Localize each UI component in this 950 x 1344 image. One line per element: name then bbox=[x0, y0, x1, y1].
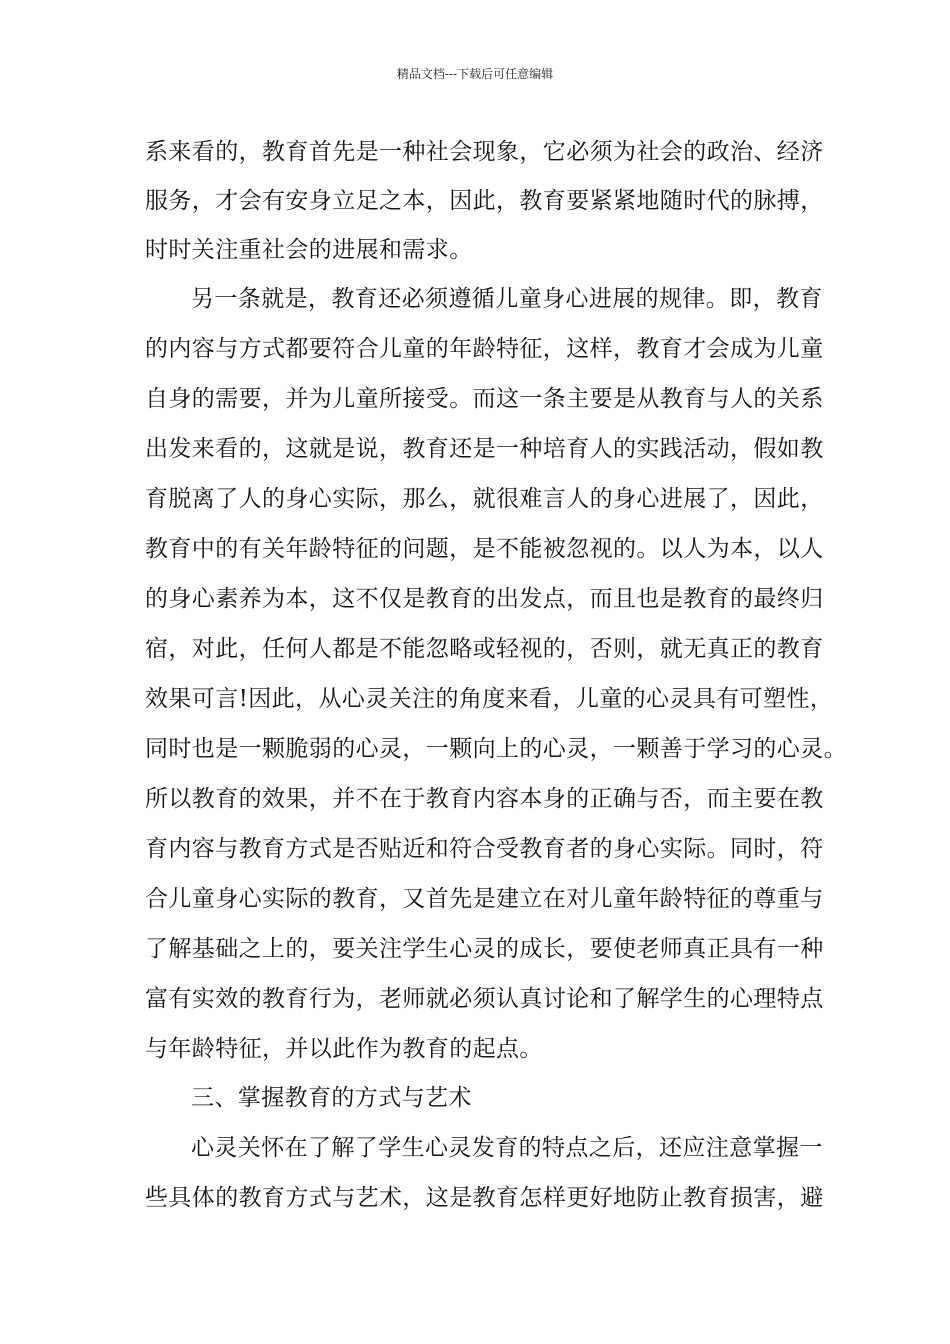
text-line: 宿，对此，任何人都是不能忽略或轻视的，否则，就无真正的教育 bbox=[145, 636, 824, 662]
text-line: 同时也是一颗脆弱的心灵，一颗向上的心灵，一颗善于学习的心灵。 bbox=[145, 736, 847, 762]
paragraph-first-line: 另一条就是，教育还必须遵循儿童身心进展的规律。即，教育 bbox=[191, 286, 823, 312]
text-line: 服务，才会有安身立足之本，因此，教育要紧紧地随时代的脉搏， bbox=[145, 188, 824, 214]
text-line: 与年龄特征，并以此作为教育的起点。 bbox=[145, 1036, 543, 1062]
text-line: 时时关注重社会的进展和需求。 bbox=[145, 237, 473, 263]
text-line: 育脱离了人的身心实际，那么，就很难言人的身心进展了，因此， bbox=[145, 486, 824, 512]
text-line: 富有实效的教育行为，老师就必须认真讨论和了解学生的心理特点 bbox=[145, 986, 824, 1012]
page-header: 精品文档---下载后可任意编辑 bbox=[396, 67, 554, 81]
text-line: 出发来看的，这就是说，教育还是一种培育人的实践活动，假如教 bbox=[145, 436, 824, 462]
text-line: 教育中的有关年龄特征的问题，是不能被忽视的。以人为本，以人 bbox=[145, 536, 824, 562]
text-line: 系来看的，教育首先是一种社会现象，它必须为社会的政治、经济 bbox=[145, 139, 824, 165]
text-line: 些具体的教育方式与艺术，这是教育怎样更好地防止教育损害，避 bbox=[145, 1185, 824, 1211]
text-line: 了解基础之上的，要关注学生心灵的成长，要使老师真正具有一种 bbox=[145, 936, 824, 962]
text-line: 育内容与教育方式是否贴近和符合受教育者的身心实际。同时，符 bbox=[145, 836, 824, 862]
text-line: 合儿童身心实际的教育，又首先是建立在对儿童年龄特征的尊重与 bbox=[145, 886, 824, 912]
text-line: 所以教育的效果，并不在于教育内容本身的正确与否，而主要在教 bbox=[145, 786, 824, 812]
section-heading: 三、掌握教育的方式与艺术 bbox=[191, 1085, 472, 1111]
text-line: 自身的需要，并为儿童所接受。而这一条主要是从教育与人的关系 bbox=[145, 386, 824, 412]
text-line: 的内容与方式都要符合儿童的年龄特征，这样，教育才会成为儿童 bbox=[145, 336, 824, 362]
text-line: 效果可言!因此，从心灵关注的角度来看，儿童的心灵具有可塑性， bbox=[145, 686, 834, 712]
text-line: 的身心素养为本，这不仅是教育的出发点，而且也是教育的最终归 bbox=[145, 586, 824, 612]
paragraph-first-line: 心灵关怀在了解了学生心灵发育的特点之后，还应注意掌握一 bbox=[191, 1135, 823, 1161]
